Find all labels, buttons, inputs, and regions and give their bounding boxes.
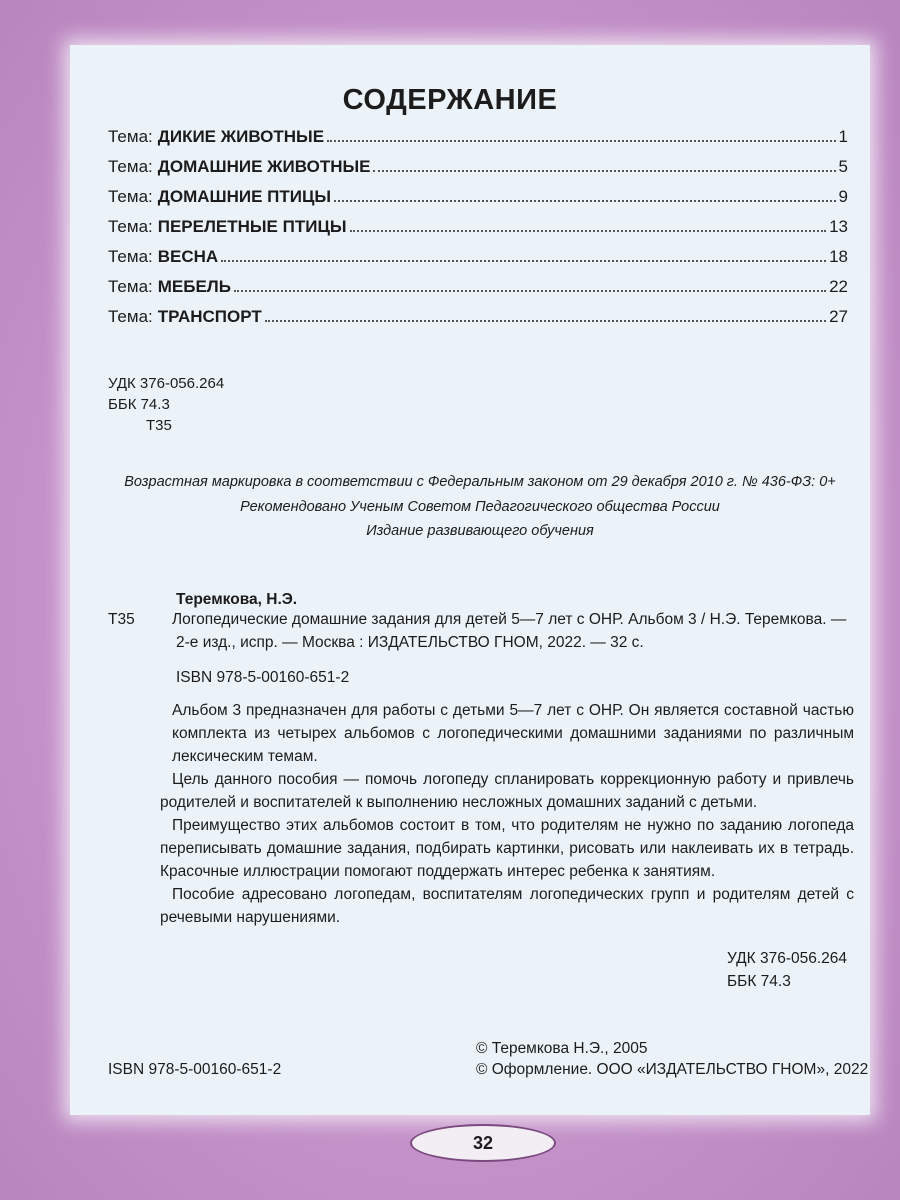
- toc-topic: ВЕСНА: [157, 247, 219, 266]
- toc-topic: ДОМАШНИЕ ПТИЦЫ: [157, 187, 332, 206]
- footer-isbn: ISBN 978-5-00160-651-2: [108, 1061, 282, 1078]
- footer-udk: УДК 376-056.264: [727, 950, 848, 967]
- toc-topic: МЕБЕЛЬ: [157, 277, 231, 296]
- toc-leader: [234, 289, 826, 292]
- toc-item[interactable]: [108, 273, 848, 297]
- toc-topic: ДИКИЕ ЖИВОТНЫЕ: [157, 127, 325, 146]
- toc-prefix: Тема:: [108, 277, 153, 296]
- bbk-code: ББК 74.3: [108, 396, 170, 413]
- author-mark: Т35: [146, 417, 172, 434]
- toc-prefix: Тема:: [108, 307, 153, 326]
- toc-leader: [334, 199, 835, 202]
- toc-page-number: 13: [829, 217, 848, 236]
- toc-item[interactable]: [108, 213, 848, 237]
- page-number-badge: [410, 1124, 556, 1162]
- toc-page-number: 18: [829, 247, 848, 266]
- abstract-paragraph: Пособие адресовано логопедам, воспитателям логопедических групп и родителям детей с речевыми нарушениями.: [160, 886, 854, 926]
- toc-item[interactable]: [108, 183, 848, 207]
- page-number: 32: [472, 1132, 494, 1153]
- toc-page-number: 5: [838, 157, 848, 176]
- age-rating-note: Возрастная маркировка в соответствии с Федеральным законом от 29 декабря 2010 г. № 436-ФЗ: 0+: [124, 474, 836, 490]
- biblio-line-2: 2-е изд., испр. — Москва : ИЗДАТЕЛЬСТВО ГНОМ, 2022. — 32 с.: [176, 634, 644, 651]
- toc-item[interactable]: [108, 153, 848, 177]
- toc-topic: ПЕРЕЛЕТНЫЕ ПТИЦЫ: [157, 217, 347, 236]
- toc-item[interactable]: [108, 303, 848, 327]
- author-name: Теремкова, Н.Э.: [176, 591, 298, 608]
- toc-leader: [265, 319, 826, 322]
- toc-leader: [327, 139, 835, 142]
- toc-page-number: 9: [838, 187, 848, 206]
- abstract-paragraph: Преимущество этих альбомов состоит в том, что родителям не нужно по заданию логопеда переписывать домашние задания, подбирать картинки, рисовать или наклеивать их в тетрадь. Красочные иллюстрации помогают поддержать интерес ребенка к занятиям.: [160, 817, 854, 880]
- recommendation-note: Рекомендовано Ученым Советом Педагогического общества России: [240, 499, 720, 515]
- biblio-isbn: ISBN 978-5-00160-651-2: [176, 669, 350, 686]
- toc-prefix: Тема:: [108, 157, 153, 176]
- toc-topic: ДОМАШНИЕ ЖИВОТНЫЕ: [157, 157, 371, 176]
- toc-prefix: Тема:: [108, 127, 153, 146]
- copyright-author: © Теремкова Н.Э., 2005: [476, 1040, 648, 1057]
- toc-page-number: 1: [838, 127, 848, 146]
- abstract-paragraph: Альбом 3 предназначен для работы с детьми 5—7 лет с ОНР. Он является составной частью комплекта из четырех альбомов с логопедическими домашними заданиями по различным лексическим темам.: [172, 702, 854, 765]
- biblio-line-1: Логопедические домашние задания для детей 5—7 лет с ОНР. Альбом 3 / Н.Э. Теремкова. —: [172, 611, 847, 628]
- biblio-code: Т35: [108, 611, 135, 628]
- toc-prefix: Тема:: [108, 247, 153, 266]
- toc-item[interactable]: [108, 243, 848, 267]
- toc-page-number: 22: [829, 277, 848, 296]
- edition-note: Издание развивающего обучения: [366, 523, 594, 539]
- footer-bbk: ББК 74.3: [727, 973, 791, 990]
- udk-code: УДК 376-056.264: [108, 375, 225, 392]
- toc-item[interactable]: [108, 123, 848, 147]
- toc-leader: [221, 259, 826, 262]
- toc-leader: [350, 229, 827, 232]
- toc-topic: ТРАНСПОРТ: [157, 307, 262, 326]
- copyright-publisher: © Оформление. ООО «ИЗДАТЕЛЬСТВО ГНОМ», 2022: [476, 1061, 869, 1078]
- toc-leader: [373, 169, 835, 172]
- toc-page-number: 27: [829, 307, 848, 326]
- toc-prefix: Тема:: [108, 217, 153, 236]
- abstract-paragraph: Цель данного пособия — помочь логопеду спланировать коррекционную работу и привлечь родителей и воспитателей к выполнению несложных домашних заданий с детьми.: [160, 771, 854, 811]
- page-title: СОДЕРЖАНИЕ: [342, 84, 558, 116]
- toc-prefix: Тема:: [108, 187, 153, 206]
